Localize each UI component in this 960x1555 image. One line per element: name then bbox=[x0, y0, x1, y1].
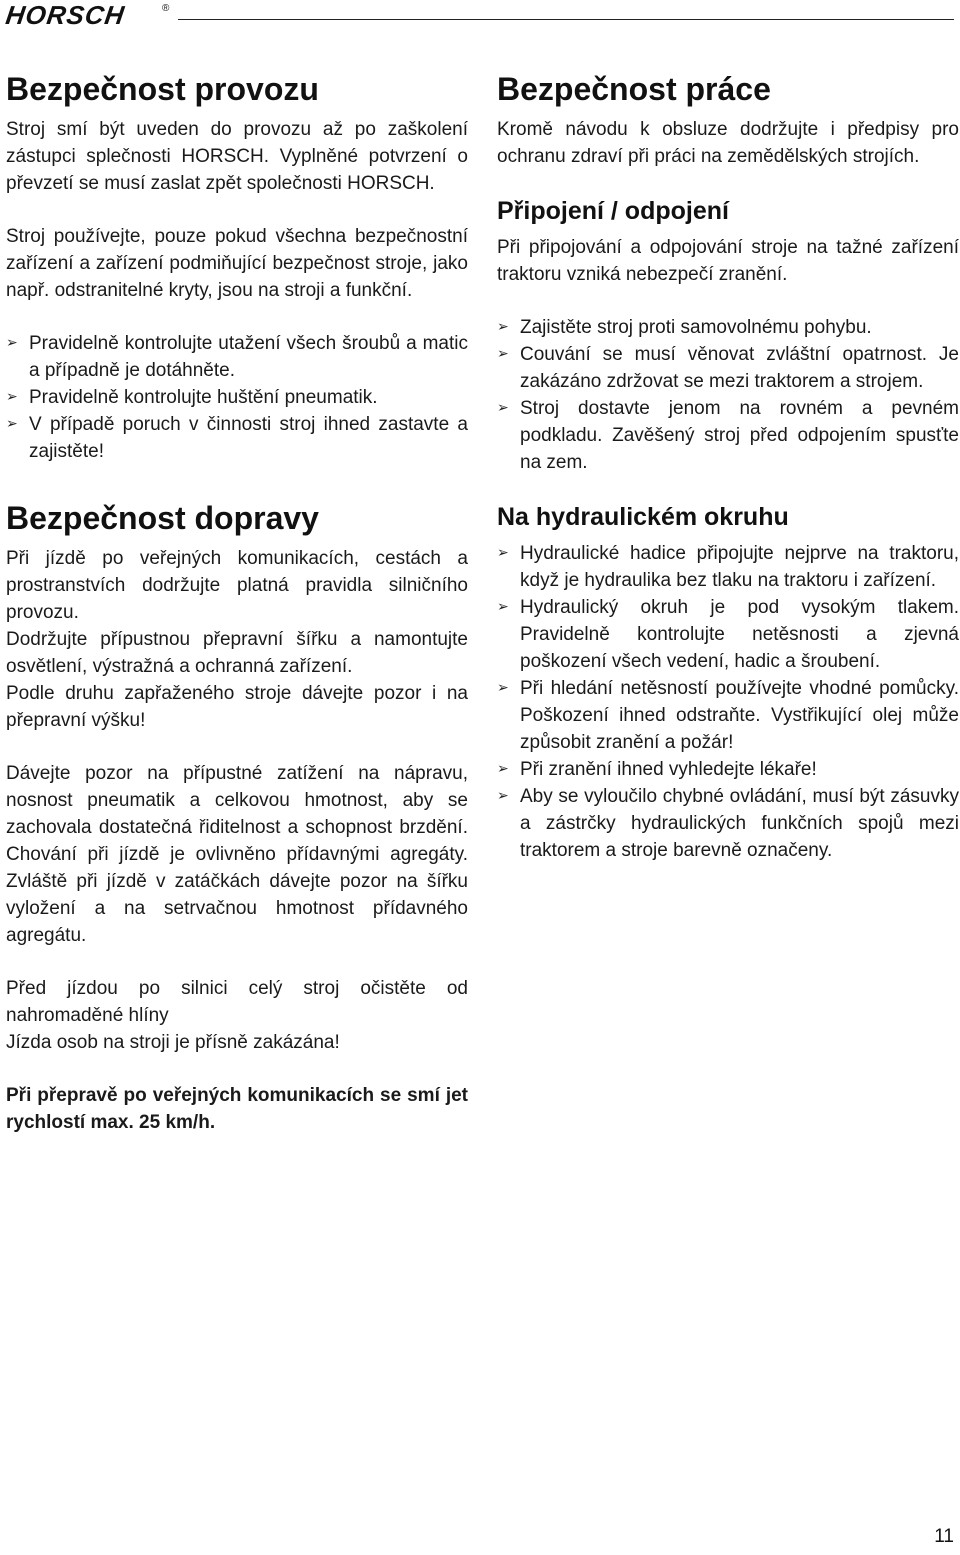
paragraph: Dodržujte přípustnou přepravní šířku a namontujte osvětlení, výstražná a ochranná zařízení. bbox=[6, 629, 468, 677]
right-column bbox=[497, 70, 959, 864]
list-item: ➢ Aby se vyloučilo chybné ovládání, musí být zásuvky a zástrčky hydraulických funkčních spojů mezi traktorem a stroje barevně označeny. bbox=[497, 783, 959, 864]
bullet-list bbox=[497, 540, 959, 864]
heading-work-safety: Bezpečnost práce bbox=[497, 71, 771, 107]
list-item: ➢ Při zranění ihned vyhledejte lékaře! bbox=[497, 756, 959, 783]
paragraph: Při jízdě po veřejných komunikacích, cestách a prostranstvích dodržujte platná pravidla silničního provozu. bbox=[6, 548, 468, 623]
left-column bbox=[6, 70, 468, 1136]
list-item: ➢ V případě poruch v činnosti stroj ihned zastavte a zajistěte! bbox=[6, 411, 468, 465]
bullet-list bbox=[6, 330, 468, 465]
header-rule bbox=[178, 19, 954, 20]
paragraph: Kromě návodu k obsluze dodržujte i předpisy pro ochranu zdraví při práci na zemědělských strojích. bbox=[497, 119, 959, 167]
heading-operation-safety: Bezpečnost provozu bbox=[6, 71, 319, 107]
page-header bbox=[0, 0, 960, 36]
horsch-logo: HORSCH bbox=[3, 0, 127, 30]
paragraph: Stroj používejte, pouze pokud všechna bezpečnostní zařízení a zařízení podmiňující bezpečnost stroje, jako např. odstranitelné kryty, jsou na stroji a funkční. bbox=[6, 226, 468, 301]
list-item: ➢ Hydraulické hadice připojujte nejprve na traktoru, když je hydraulika bez tlaku na traktoru i zařízení. bbox=[497, 540, 959, 594]
list-item: ➢ Zajistěte stroj proti samovolnému pohybu. bbox=[497, 314, 959, 341]
paragraph: Před jízdou po silnici celý stroj očistěte od nahromaděné hlíny bbox=[6, 978, 468, 1026]
paragraph: Dávejte pozor na přípustné zatížení na nápravu, nosnost pneumatik a celkovou hmotnost, aby se zachovala dostatečná řiditelnost a schopnost brzdění. Chování při jízdě je ovlivněno přídavnými agregáty. Zvláště při jízdě v zatáčkách dávejte pozor na šířku vyložení a na setrvačnou hmotnost přídavného agregátu. bbox=[6, 763, 468, 946]
page-number: 11 bbox=[934, 1526, 954, 1547]
heading-hitching: Připojení / odpojení bbox=[497, 197, 729, 225]
list-item: ➢ Stroj dostavte jenom na rovném a pevném podkladu. Zavěšený stroj před odpojením spusťte na zem. bbox=[497, 395, 959, 476]
list-item: ➢ Pravidelně kontrolujte huštění pneumatik. bbox=[6, 384, 468, 411]
heading-transport-safety: Bezpečnost dopravy bbox=[6, 500, 319, 536]
bullet-list bbox=[497, 314, 959, 476]
paragraph: Při připojování a odpojování stroje na tažné zařízení traktoru vzniká nebezpečí zranění. bbox=[497, 237, 959, 285]
list-item: ➢ Couvání se musí věnovat zvláštní opatrnost. Je zakázáno zdržovat se mezi traktorem a strojem. bbox=[497, 341, 959, 395]
list-item: ➢ Hydraulický okruh je pod vysokým tlakem. Pravidelně kontrolujte netěsnosti a zjevná poškození všech vedení, hadic a šroubení. bbox=[497, 594, 959, 675]
registered-mark: ® bbox=[162, 3, 170, 14]
paragraph: Podle druhu zapřaženého stroje dávejte pozor i na přepravní výšku! bbox=[6, 683, 468, 731]
paragraph: Jízda osob na stroji je přísně zakázána! bbox=[6, 1032, 340, 1053]
list-item: ➢ Při hledání netěsností používejte vhodné pomůcky. Poškození ihned odstraňte. Vystřikující olej může způsobit zranění a požár! bbox=[497, 675, 959, 756]
speed-limit-note: Při přepravě po veřejných komunikacích se smí jet rychlostí max. 25 km/h. bbox=[6, 1085, 468, 1133]
list-item: ➢ Pravidelně kontrolujte utažení všech šroubů a matic a případně je dotáhněte. bbox=[6, 330, 468, 384]
paragraph: Stroj smí být uveden do provozu až po zaškolení zástupci splečnosti HORSCH. Vyplněné potvrzení o převzetí se musí zaslat zpět společnosti HORSCH. bbox=[6, 119, 468, 194]
heading-hydraulics: Na hydraulickém okruhu bbox=[497, 503, 789, 531]
